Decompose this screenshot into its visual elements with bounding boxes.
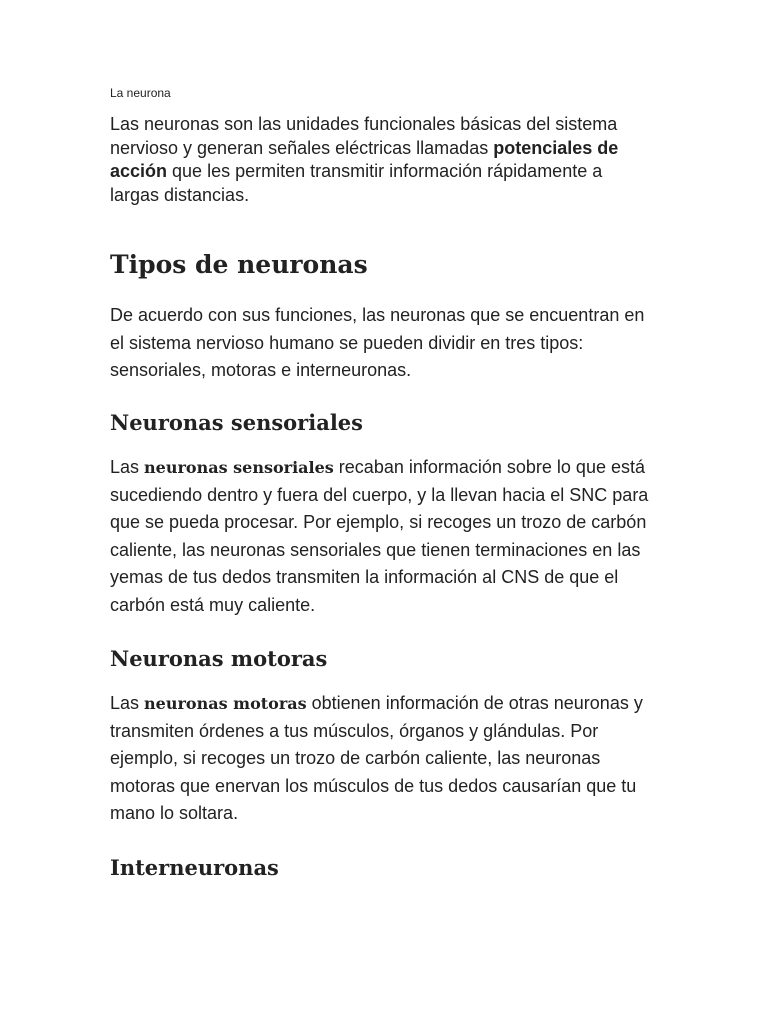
intro-bold-term: potenciales de acción (110, 137, 619, 181)
sensory-bold-term: neuronas sensoriales (144, 458, 334, 477)
interneurons-heading: Interneuronas (110, 855, 279, 880)
motor-neurons-paragraph (110, 690, 655, 828)
intro-paragraph (110, 113, 650, 207)
intro-text-end: que les permiten transmitir información rápidamente a largas distancias. (110, 161, 603, 205)
document-label: La neurona (110, 86, 171, 100)
motor-neurons-heading: Neuronas motoras (110, 646, 328, 671)
section-paragraph: De acuerdo con sus funciones, las neuronas que se encuentran en el sistema nervioso humano se pueden dividir en tres tipos: sensoriales, motoras e interneuronas. (110, 305, 645, 380)
motor-lead: Las (110, 693, 145, 713)
sensory-neurons-paragraph (110, 454, 655, 619)
motor-rest: obtienen información de otras neuronas y transmiten órdenes a tus músculos, órganos y glándulas. Por ejemplo, si recoges un trozo de carbón caliente, las neuronas motoras que enervan los músculos de tus dedos causarían que tu mano lo soltara. (110, 693, 643, 823)
motor-bold-term: neuronas motoras (144, 694, 307, 713)
sensory-neurons-heading: Neuronas sensoriales (110, 410, 363, 435)
intro-text-start: Las neuronas son las unidades funcionales básicas del sistema nervioso y generan señales eléctricas llamadas (110, 114, 618, 158)
section-title: Tipos de neuronas (110, 250, 368, 279)
sensory-rest: recaban información sobre lo que está sucediendo dentro y fuera del cuerpo, y la llevan hacia el SNC para que se pueda procesar. Por ejemplo, si recoges un trozo de carbón caliente, las neuronas sensoriales que tienen terminaciones en las yemas de tus dedos transmiten la información al CNS de que el carbón está muy caliente. (110, 457, 649, 615)
sensory-lead: Las (110, 457, 145, 477)
